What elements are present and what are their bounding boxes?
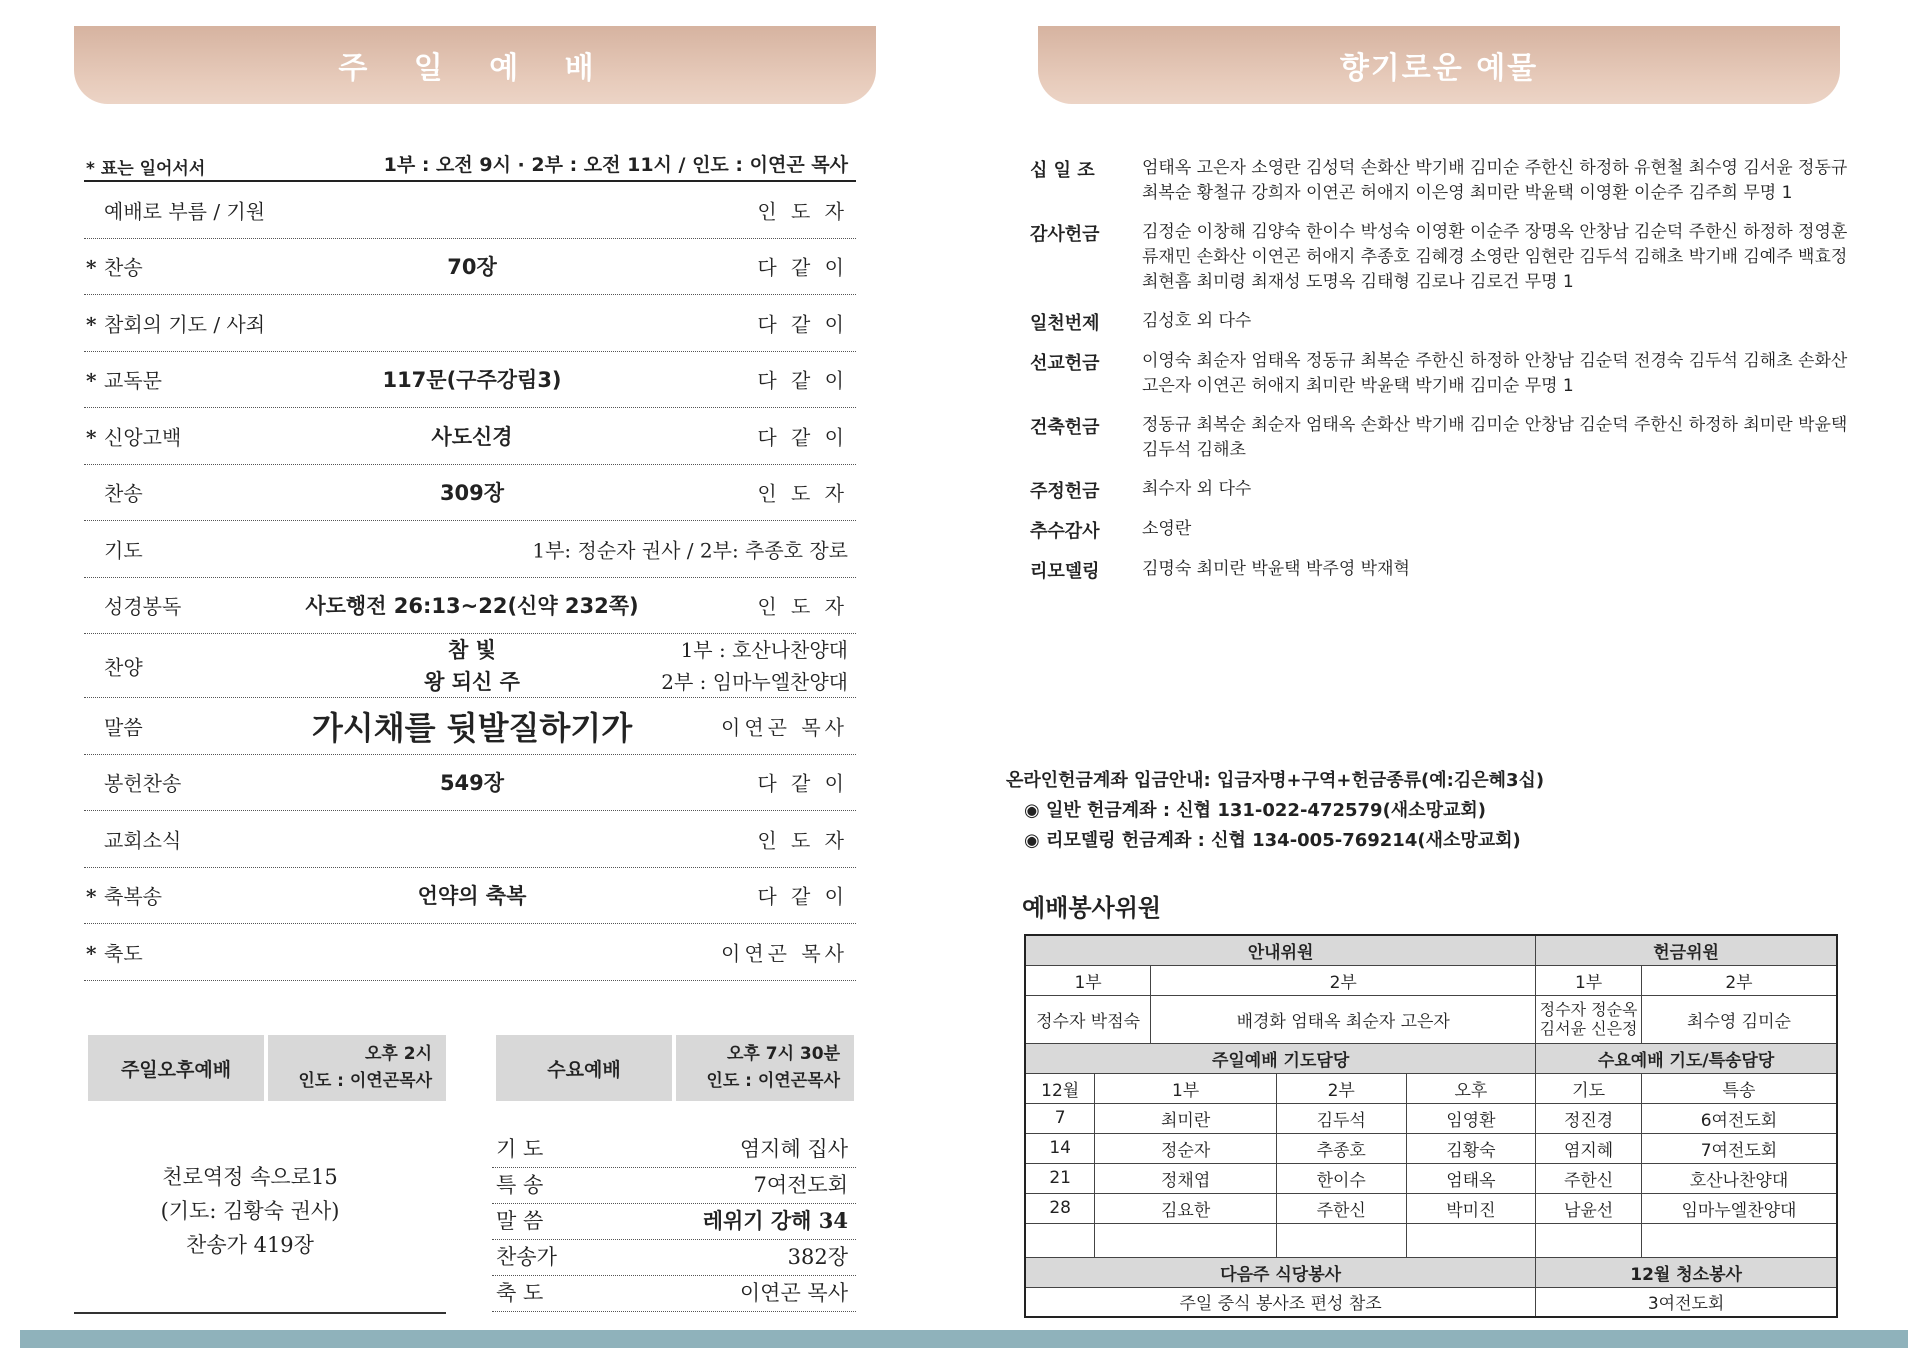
pm-cell: 박미진 xyxy=(1406,1193,1536,1223)
order-label-text: 축도 xyxy=(104,941,143,966)
offering-label: 선교헌금 xyxy=(1030,353,1100,374)
order-right: 다 같 이 xyxy=(757,312,848,337)
star-mark: * xyxy=(86,255,97,280)
offering-label: 건축헌금 xyxy=(1030,417,1100,438)
wednesday-service-title: 수요예배 xyxy=(496,1035,672,1101)
col-special: 특송 xyxy=(1641,1073,1837,1103)
general-account: ◉ 일반 헌금계좌 : 신협 131-022-472579(새소망교회) xyxy=(1024,800,1486,821)
p1-cell: 김요한 xyxy=(1095,1193,1277,1223)
order-label xyxy=(86,421,181,450)
offering-row xyxy=(1030,309,1850,335)
offering-names: 엄태옥 고은자 소영란 김성덕 손화산 박기배 김미순 주한신 하정하 유현철 최수영 김서윤 정동규 최복순 황철규 강희자 이연곤 허애지 이은영 최미란 박윤택 이영환 이순주 김주희 무명 1 xyxy=(1142,158,1848,203)
order-right: 다 같 이 xyxy=(757,884,848,909)
offering-label: 감사헌금 xyxy=(1030,224,1100,245)
order-label-text: 신앙고백 xyxy=(104,425,182,450)
order-label xyxy=(86,308,265,337)
order-label xyxy=(86,252,143,281)
star-mark: * xyxy=(86,368,97,393)
divider xyxy=(74,1312,446,1314)
order-label xyxy=(86,881,162,910)
wednesday-order xyxy=(492,1132,856,1312)
special-cell: 6여전도회 xyxy=(1641,1103,1837,1133)
month-cell: 12월 xyxy=(1025,1073,1095,1103)
star-mark: * xyxy=(86,941,97,966)
p2-cell: 추종호 xyxy=(1276,1133,1406,1163)
p1-cell: 정순자 xyxy=(1095,1133,1277,1163)
standing-note-text: 표는 일어서서 xyxy=(100,159,206,179)
p2-cell: 주한신 xyxy=(1276,1193,1406,1223)
order-label xyxy=(86,711,143,740)
order-label-text: 교독문 xyxy=(104,368,162,393)
order-right: 다 같 이 xyxy=(757,425,848,450)
offering-names: 김정순 이창해 김양숙 한이수 박성숙 이영환 이순주 장명옥 안창남 김순덕 주한신 하정하 정영훈 류재민 손화산 이연곤 허애지 추종호 김혜경 소영란 임현란 김두석 김해초 박기배 김예주 백효정 최현흠 최미령 최재성 도명옥 김태형 김로나 김로건 무명 1 xyxy=(1142,222,1848,292)
order-right: 다 같 이 xyxy=(757,255,848,280)
order-right: 이연곤 목사 xyxy=(721,715,848,740)
star-mark: * xyxy=(86,312,97,337)
offering-label: 추수감사 xyxy=(1030,521,1100,542)
star-mark: * xyxy=(86,425,97,450)
order-row xyxy=(84,634,856,698)
order-label-text: 참회의 기도 / 사죄 xyxy=(104,312,266,337)
offering-row xyxy=(1030,517,1850,543)
remodel-account: ◉ 리모델링 헌금계좌 : 신협 134-005-769214(새소망교회) xyxy=(1024,830,1521,851)
prayer-row xyxy=(1025,1103,1837,1133)
wed-prayer-cell: 정진경 xyxy=(1536,1103,1642,1133)
service-committee-title: 예배봉사위원 xyxy=(1022,894,1162,922)
note-line: (기도: 김황숙 권사) xyxy=(160,1199,340,1223)
wed-value: 염지혜 집사 xyxy=(739,1137,848,1161)
wed-row xyxy=(492,1240,856,1276)
order-right: 인 도 자 xyxy=(757,594,848,619)
p2-cell: 김두석 xyxy=(1276,1103,1406,1133)
afternoon-service-box xyxy=(88,1035,446,1101)
star-mark: * xyxy=(86,884,97,909)
col-pm: 오후 xyxy=(1406,1073,1536,1103)
prayer-row xyxy=(1025,1163,1837,1193)
offering-names: 김명숙 최미란 박윤택 박주영 박재혁 xyxy=(1142,559,1410,579)
col-prayer: 기도 xyxy=(1536,1073,1642,1103)
note-line: 천로역정 속으로15 xyxy=(162,1165,338,1189)
order-center: 309장 xyxy=(439,481,505,506)
order-right: 인 도 자 xyxy=(757,199,848,224)
date-cell: 14 xyxy=(1025,1133,1095,1163)
order-right: 다 같 이 xyxy=(757,368,848,393)
order-label xyxy=(86,195,265,224)
order-label-text: 찬송 xyxy=(104,255,143,280)
date-cell: 7 xyxy=(1025,1103,1095,1133)
wed-prayer-header: 수요예배 기도/특송담당 xyxy=(1536,1043,1837,1073)
wed-row xyxy=(492,1204,856,1240)
wed-prayer-cell: 주한신 xyxy=(1536,1163,1642,1193)
order-center: 70장 xyxy=(447,255,497,280)
order-label xyxy=(86,365,162,394)
order-row xyxy=(84,295,856,352)
offering-names: 이영숙 최순자 엄태옥 정동규 최복순 주한신 하정하 안창남 김순덕 전경숙 김두석 김해초 손화산 고은자 이연곤 허애지 최미란 박윤택 박기배 김미순 무명 1 xyxy=(1142,351,1848,396)
order-label xyxy=(86,591,181,620)
offering-row xyxy=(1030,557,1850,583)
order-row xyxy=(84,521,856,578)
online-title: 온라인헌금계좌 입금안내: 입금자명+구역+헌금종류(예:김은혜3십) xyxy=(1006,770,1545,791)
offering-row xyxy=(1030,349,1850,399)
offering-label: 일천번제 xyxy=(1030,313,1100,334)
order-label-text: 성경봉독 xyxy=(104,594,182,619)
col-p2: 2부 xyxy=(1276,1073,1406,1103)
order-right: 다 같 이 xyxy=(757,771,848,796)
order-row xyxy=(84,239,856,296)
guide-header: 안내위원 xyxy=(1025,935,1536,965)
offering-names: 소영란 xyxy=(1142,519,1192,539)
offering-row xyxy=(1030,156,1850,206)
order-label-text: 말씀 xyxy=(104,715,143,740)
wednesday-service-info xyxy=(676,1035,854,1101)
col-p1: 1부 xyxy=(1095,1073,1277,1103)
order-label-text: 축복송 xyxy=(104,884,162,909)
offerings-banner: 향기로운 예물 xyxy=(1038,26,1840,104)
order-row xyxy=(84,868,856,925)
order-row xyxy=(84,408,856,465)
order-center: 사도행전 26:13~22(신약 232쪽) xyxy=(305,594,639,619)
offering-label: 리모델링 xyxy=(1030,561,1100,582)
order-right: 인 도 자 xyxy=(757,828,848,853)
order-label xyxy=(86,478,143,507)
offering-row xyxy=(1030,413,1850,463)
offering-p2-names: 최수영 김미순 xyxy=(1641,995,1837,1043)
date-cell: 28 xyxy=(1025,1193,1095,1223)
prayer-row xyxy=(1025,1193,1837,1223)
offering-p1-line: 김서윤 신은정 xyxy=(1539,1019,1638,1038)
order-row xyxy=(84,465,856,522)
wednesday-leader: 인도 : 이연곤목사 xyxy=(706,1071,840,1091)
offering-label: 십 일 조 xyxy=(1030,160,1095,181)
wed-value: 382장 xyxy=(787,1245,848,1269)
special-cell: 7여전도회 xyxy=(1641,1133,1837,1163)
offering-row xyxy=(1030,477,1850,503)
order-center: 가시채를 뒷발질하기가 xyxy=(311,708,633,747)
order-label xyxy=(86,937,143,966)
order-right: 1부: 정순자 권사 / 2부: 추종호 장로 xyxy=(532,538,848,563)
offering-header: 헌금위원 xyxy=(1536,935,1837,965)
worship-banner: 주 일 예 배 xyxy=(74,26,876,104)
order-row xyxy=(84,578,856,635)
meal-header: 다음주 식당봉사 xyxy=(1025,1257,1536,1287)
p1-cell: 최미란 xyxy=(1095,1103,1277,1133)
pm-cell: 엄태옥 xyxy=(1406,1163,1536,1193)
afternoon-service-info xyxy=(268,1035,446,1101)
service-committee-table xyxy=(1024,934,1838,1318)
wed-label: 찬송가 xyxy=(496,1245,557,1269)
order-label-text: 교회소식 xyxy=(104,828,182,853)
afternoon-leader: 인도 : 이연곤목사 xyxy=(298,1071,432,1091)
afternoon-time: 오후 2시 xyxy=(364,1044,432,1064)
note-line: 찬송가 419장 xyxy=(186,1233,314,1257)
order-of-worship xyxy=(84,144,856,981)
order-center xyxy=(424,634,520,698)
order-right: 이연곤 목사 xyxy=(721,941,848,966)
wed-value: 레위기 강해 34 xyxy=(702,1208,848,1233)
order-row xyxy=(84,182,856,239)
order-label-text: 찬양 xyxy=(104,655,143,679)
order-label xyxy=(86,651,143,680)
footer-bar xyxy=(20,1330,1908,1348)
offering-p2: 2부 xyxy=(1641,965,1837,995)
wed-value: 이연곤 목사 xyxy=(739,1281,848,1305)
offering-label: 주정헌금 xyxy=(1030,481,1100,502)
wednesday-time: 오후 7시 30분 xyxy=(726,1044,840,1064)
afternoon-service-title: 주일오후예배 xyxy=(88,1035,264,1101)
order-row xyxy=(84,698,856,755)
clean-value: 3여전도회 xyxy=(1536,1287,1837,1317)
wed-label: 기 도 xyxy=(496,1137,544,1161)
order-row xyxy=(84,924,856,981)
special-cell: 임마누엘찬양대 xyxy=(1641,1193,1837,1223)
wed-prayer-cell: 염지혜 xyxy=(1536,1133,1642,1163)
online-offering-info xyxy=(1006,766,1544,856)
wed-prayer-cell: 남윤선 xyxy=(1536,1193,1642,1223)
guide-p2: 2부 xyxy=(1151,965,1536,995)
order-label-text: 예배로 부름 / 기원 xyxy=(104,199,266,224)
wed-row xyxy=(492,1168,856,1204)
wed-label: 특 송 xyxy=(496,1173,544,1197)
order-center: 언약의 축복 xyxy=(417,884,527,909)
order-label-text: 봉헌찬송 xyxy=(104,771,182,796)
order-right-line: 1부 : 호산나찬양대 xyxy=(680,638,848,662)
offering-row xyxy=(1030,220,1850,295)
standing-note xyxy=(86,154,205,179)
meal-value: 주일 중식 봉사조 편성 참조 xyxy=(1025,1287,1536,1317)
wed-label: 말 씀 xyxy=(496,1209,544,1233)
service-times: 1부 : 오전 9시 · 2부 : 오전 11시 / 인도 : 이연곤 목사 xyxy=(383,154,848,176)
order-row xyxy=(84,352,856,409)
order-center: 사도신경 xyxy=(431,424,513,449)
p2-cell: 한이수 xyxy=(1276,1163,1406,1193)
wed-row xyxy=(492,1132,856,1168)
order-header xyxy=(84,144,856,182)
offering-names: 김성호 외 다수 xyxy=(1142,311,1252,331)
offering-p1: 1부 xyxy=(1536,965,1642,995)
order-center: 117문(구주강림3) xyxy=(382,368,562,393)
guide-p2-names: 배경화 엄태옥 최순자 고은자 xyxy=(1151,995,1536,1043)
order-center-line: 왕 되신 주 xyxy=(424,670,520,694)
order-label xyxy=(86,824,181,853)
pm-cell: 김황숙 xyxy=(1406,1133,1536,1163)
wed-value: 7여전도회 xyxy=(753,1173,848,1197)
order-center: 549장 xyxy=(439,771,505,796)
offerings-list xyxy=(1030,156,1850,597)
order-label-text: 기도 xyxy=(104,538,143,563)
pm-cell: 임영환 xyxy=(1406,1103,1536,1133)
offering-names: 최수자 외 다수 xyxy=(1142,479,1252,499)
offering-names: 정동규 최복순 최순자 엄태옥 손화산 박기배 김미순 안창남 김순덕 주한신 하정하 최미란 박윤택 김두석 김해초 xyxy=(1142,415,1848,460)
order-label-text: 찬송 xyxy=(104,481,143,506)
order-row xyxy=(84,755,856,812)
afternoon-note xyxy=(100,1160,400,1262)
order-label xyxy=(86,768,181,797)
clean-header: 12월 청소봉사 xyxy=(1536,1257,1837,1287)
guide-p1: 1부 xyxy=(1025,965,1151,995)
wed-row xyxy=(492,1276,856,1312)
prayer-row xyxy=(1025,1133,1837,1163)
wed-label: 축 도 xyxy=(496,1281,544,1305)
special-cell: 호산나찬양대 xyxy=(1641,1163,1837,1193)
star-mark: * xyxy=(86,159,95,179)
offering-p1-line: 정수자 정순옥 xyxy=(1539,1000,1638,1019)
wednesday-service-box xyxy=(496,1035,854,1101)
prayer-header: 주일예배 기도담당 xyxy=(1025,1043,1536,1073)
order-right xyxy=(661,634,848,698)
order-row xyxy=(84,811,856,868)
p1-cell: 정채엽 xyxy=(1095,1163,1277,1193)
offering-p1-names xyxy=(1536,995,1642,1043)
order-center-line: 참 빛 xyxy=(448,638,496,662)
guide-p1-names: 정수자 박점숙 xyxy=(1025,995,1151,1043)
order-right-line: 2부 : 임마누엘찬양대 xyxy=(661,670,848,694)
order-label xyxy=(86,534,143,563)
date-cell: 21 xyxy=(1025,1163,1095,1193)
order-right: 인 도 자 xyxy=(757,481,848,506)
